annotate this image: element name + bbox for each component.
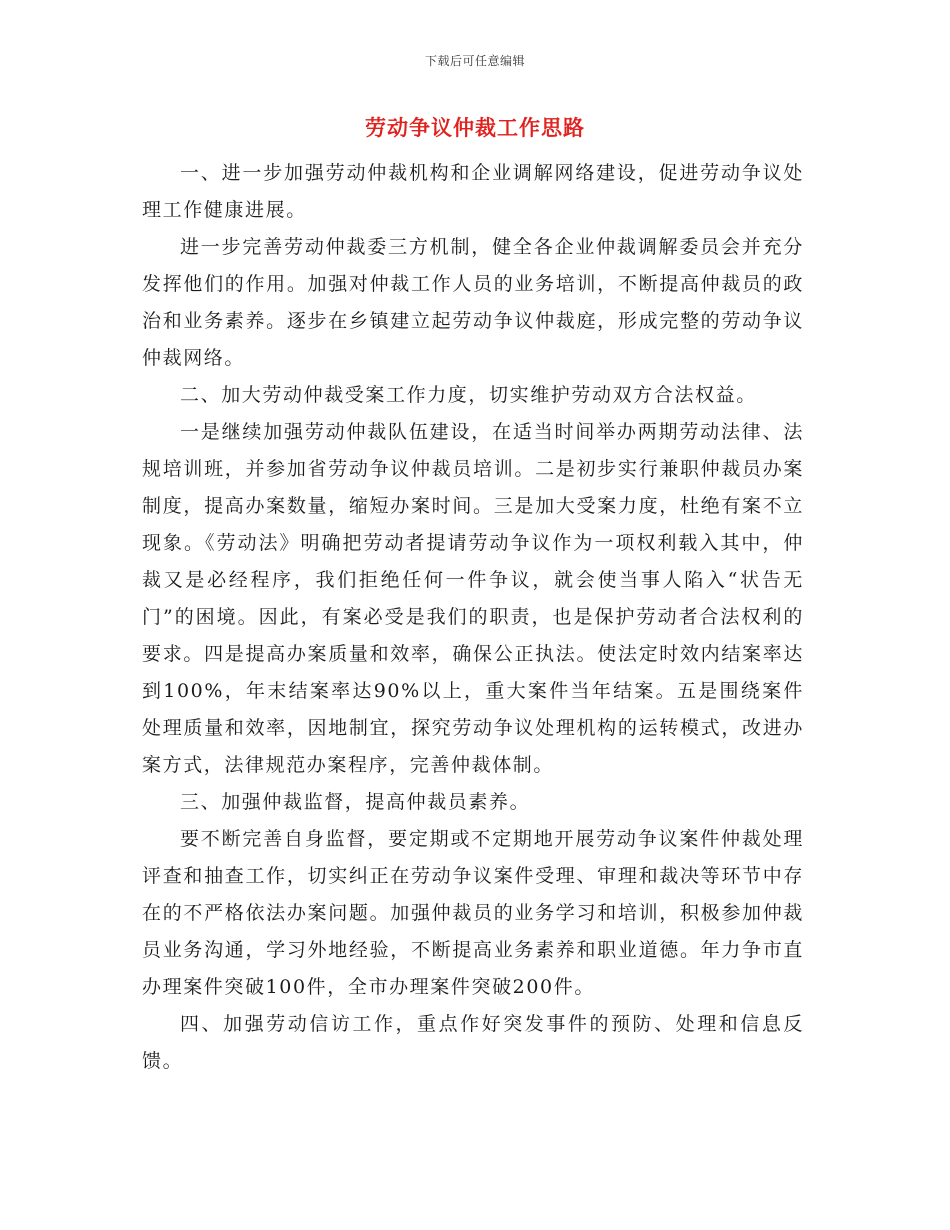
paragraph-section-4-heading: 四、加强劳动信访工作，重点作好突发事件的预防、处理和信息反馈。 xyxy=(142,1013,804,1072)
paragraph-section-3-body: 要不断完善自身监督，要定期或不定期地开展劳动争议案件仲裁处理评查和抽查工作，切实纠正在劳动争议案件受理、审理和裁决等环节中存在的不严格依法办案问题。加强仲裁员的业务学习和培训，积极参加仲裁员业务沟通，学习外地经验，不断提高业务素养和职业道德。年力争市直办理案件突破100件，全市办理案件突破200件。 xyxy=(142,828,804,998)
paragraph-section-1-body: 进一步完善劳动仲裁委三方机制，健全各企业仲裁调解委员会并充分发挥他们的作用。加强对仲裁工作人员的业务培训，不断提高仲裁员的政治和业务素养。逐步在乡镇建立起劳动争议仲裁庭，形成完整的劳动争议仲裁网络。 xyxy=(142,236,804,369)
paragraph-section-1-heading: 一、进一步加强劳动仲裁机构和企业调解网络建设，促进劳动争议处理工作健康进展。 xyxy=(142,162,804,221)
header-note: 下载后可任意编辑 xyxy=(424,54,525,68)
document-title: 劳动争议仲裁工作思路 xyxy=(365,115,585,140)
paragraph-section-2-body: 一是继续加强劳动仲裁队伍建设，在适当时间举办两期劳动法律、法规培训班，并参加省劳动争议仲裁员培训。二是初步实行兼职仲裁员办案制度，提高办案数量，缩短办案时间。三是加大受案力度，杜绝有案不立现象。《劳动法》明确把劳动者提请劳动争议作为一项权利载入其中，仲裁又是必经程序，我们拒绝任何一件争议，就会使当事人陷入“状告无门”的困境。因此，有案必受是我们的职责，也是保护劳动者合法权利的要求。四是提高办案质量和效率，确保公正执法。使法定时效内结案率达到100%，年末结案率达90%以上，重大案件当年结案。五是围绕案件处理质量和效率，因地制宜，探究劳动争议处理机构的运转模式，改进办案方式，法律规范办案程序，完善仲裁体制。 xyxy=(142,421,804,776)
paragraph-section-2-heading: 二、加大劳动仲裁受案工作力度，切实维护劳动双方合法权益。 xyxy=(180,384,757,406)
paragraph-section-3-heading: 三、加强仲裁监督，提高仲裁员素养。 xyxy=(180,791,531,813)
document-body xyxy=(142,155,804,1080)
